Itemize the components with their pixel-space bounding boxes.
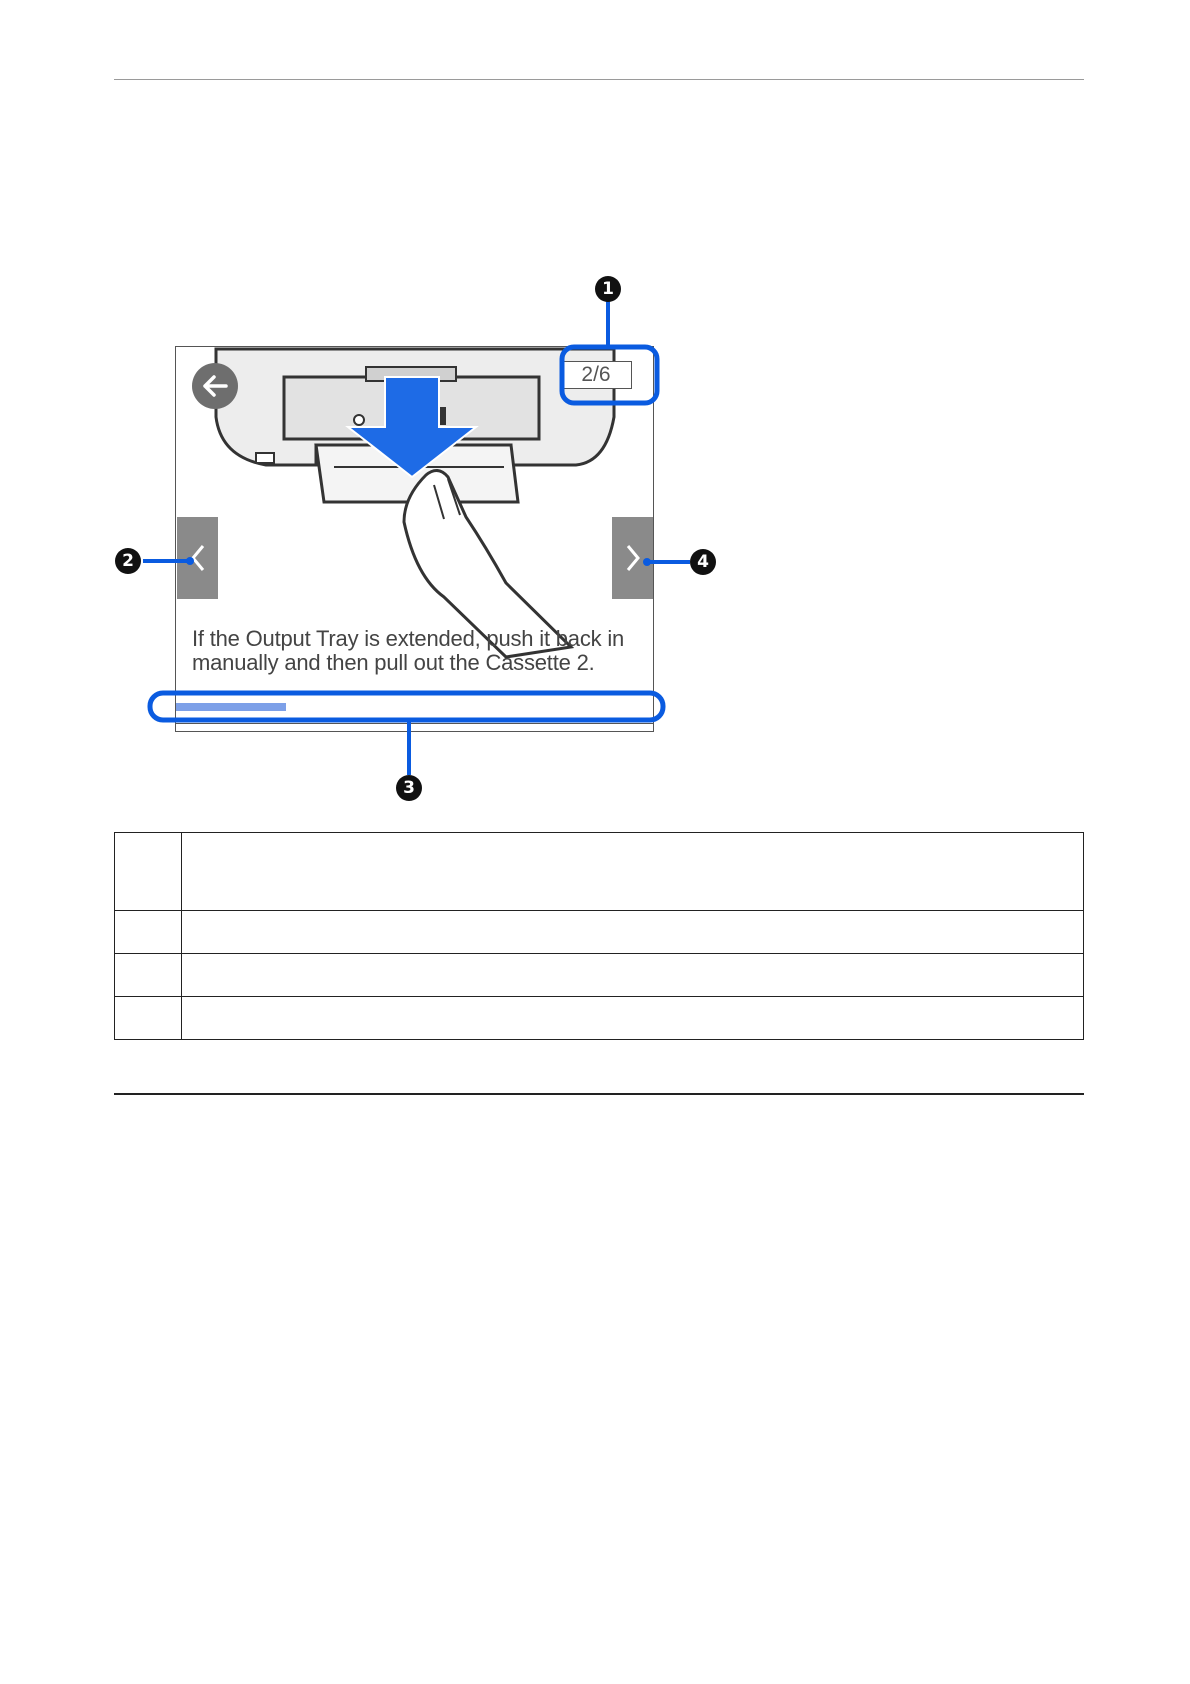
row-number [115,911,182,954]
row-description [182,954,1084,997]
callout-number-2: 2 [115,548,141,574]
chevron-left-icon [189,543,207,573]
page-counter: 2/6 [560,361,632,389]
row-number [115,954,182,997]
section-rule [114,1093,1084,1095]
row-description [182,911,1084,954]
table-row [115,833,1084,911]
chevron-right-icon [624,543,642,573]
row-number [115,997,182,1040]
table-row [115,954,1084,997]
header-rule [114,79,1084,80]
table-row [115,911,1084,954]
back-button[interactable] [192,363,238,409]
legend-table [114,832,1084,1040]
row-number [115,833,182,911]
progress-bar-fill [176,703,286,711]
row-description [182,997,1084,1040]
instruction-text: If the Output Tray is extended, push it back in manually and then pull out the Cassette 2. [192,626,625,675]
callout-number-3: 3 [396,775,422,801]
previous-step-button[interactable] [177,517,218,599]
callout-number-4: 4 [690,549,716,575]
panel-screen [175,346,654,732]
row-description [182,833,1084,911]
back-arrow-icon [200,371,230,401]
screen-bottom-edge [176,723,654,724]
callout-number-1: 1 [595,276,621,302]
progress-bar [176,703,654,711]
table-row [115,997,1084,1040]
next-step-button[interactable] [612,517,653,599]
